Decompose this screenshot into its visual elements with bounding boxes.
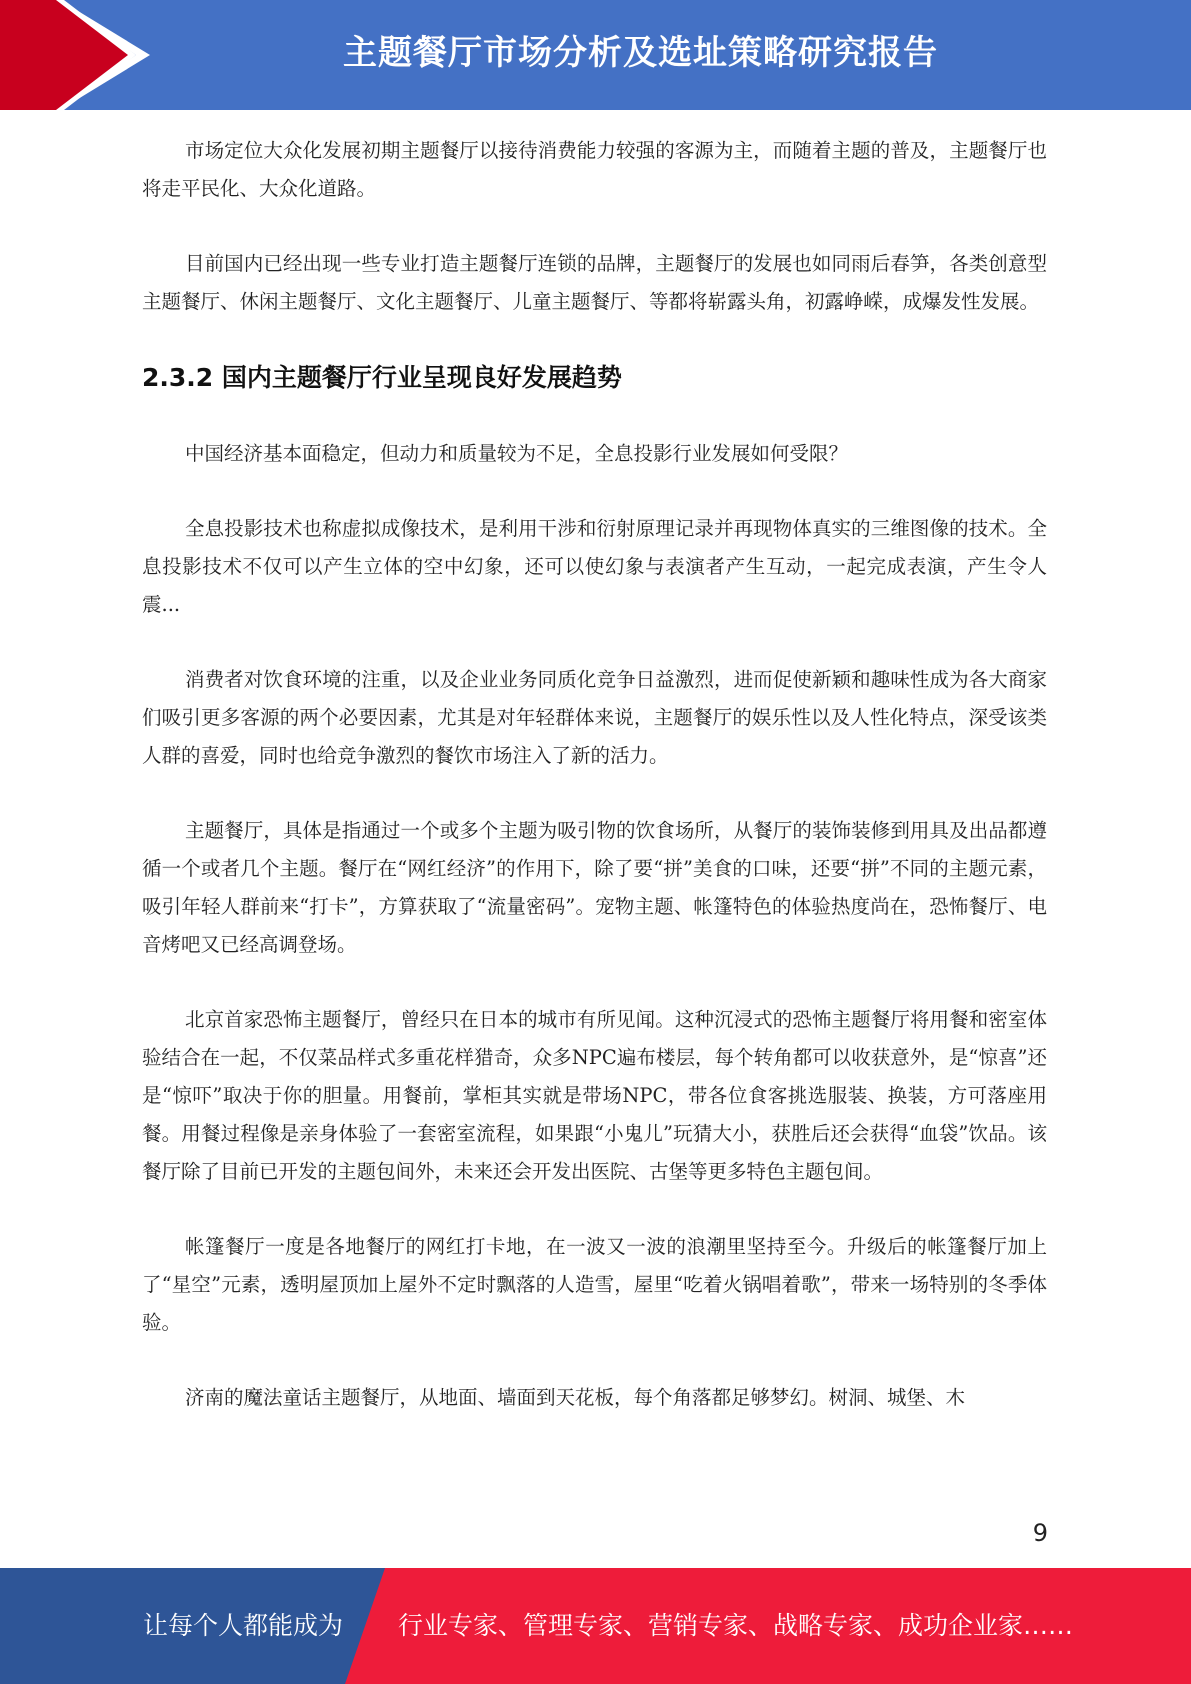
paragraph: 消费者对饮食环境的注重，以及企业业务同质化竞争日益激烈，进而促使新颖和趣味性成为各大商家们吸引更多客源的两个必要因素，尤其是对年轻群体来说，主题餐厅的娱乐性以及人性化特点，深受该类人群的喜爱，同时也给竞争激烈的餐饮市场注入了新的活力。 bbox=[142, 668, 1047, 767]
paragraph: 主题餐厅，具体是指通过一个或多个主题为吸引物的饮食场所，从餐厅的装饰装修到用具及出品都遵循一个或者几个主题。餐厅在“网红经济”的作用下，除了要“拼”美食的口味，还要“拼”不同的主题元素，吸引年轻人群前来“打卡”，方算获取了“流量密码”。宠物主题、帐篷特色的体验热度尚在，恐怖餐厅、电音烤吧又已经高调登场。 bbox=[142, 819, 1047, 956]
section-heading: 2.3.2 国内主题餐厅行业呈现良好发展趋势 bbox=[142, 363, 622, 392]
footer-slogan-left: 让每个人都能成为 bbox=[143, 1611, 344, 1640]
paragraph: 帐篷餐厅一度是各地餐厅的网红打卡地，在一波又一波的浪潮里坚持至今。升级后的帐篷餐厅加上了“星空”元素，透明屋顶加上屋外不定时飘落的人造雪，屋里“吃着火锅唱着歌”，带来一场特别的冬季体验。 bbox=[142, 1235, 1047, 1334]
footer-slogan-right: 行业专家、管理专家、营销专家、战略专家、成功企业家…… bbox=[398, 1611, 1074, 1640]
paragraph: 全息投影技术也称虚拟成像技术，是利用干涉和衍射原理记录并再现物体真实的三维图像的技术。全息投影技术不仅可以产生立体的空中幻象，还可以使幻象与表演者产生互动，一起完成表演，产生令人震... bbox=[142, 517, 1047, 616]
document-body bbox=[142, 132, 1047, 1454]
paragraph: 北京首家恐怖主题餐厅，曾经只在日本的城市有所见闻。这种沉浸式的恐怖主题餐厅将用餐和密室体验结合在一起，不仅菜品样式多重花样猎奇，众多NPC遍布楼层，每个转角都可以收获意外，是“惊喜”还是“惊吓”取决于你的胆量。用餐前，掌柜其实就是带场NPC，带各位食客挑选服装、换装，方可落座用餐。用餐过程像是亲身体验了一套密室流程，如果跟“小鬼儿”玩猜大小，获胜后还会获得“血袋”饮品。该餐厅除了目前已开发的主题包间外，未来还会开发出医院、古堡等更多特色主题包间。 bbox=[142, 1008, 1047, 1183]
paragraph: 市场定位大众化发展初期主题餐厅以接待消费能力较强的客源为主，而随着主题的普及，主题餐厅也将走平民化、大众化道路。 bbox=[142, 139, 1047, 200]
paragraph: 济南的魔法童话主题餐厅，从地面、墙面到天花板，每个角落都足够梦幻。树洞、城堡、木 bbox=[185, 1386, 966, 1409]
paragraph: 中国经济基本面稳定，但动力和质量较为不足，全息投影行业发展如何受限？ bbox=[185, 442, 849, 465]
page-footer bbox=[0, 1568, 1191, 1684]
page-number: 9 bbox=[1032, 1519, 1048, 1547]
page-header bbox=[0, 0, 1191, 110]
report-title: 主题餐厅市场分析及选址策略研究报告 bbox=[343, 33, 938, 73]
paragraph: 目前国内已经出现一些专业打造主题餐厅连锁的品牌，主题餐厅的发展也如同雨后春笋，各类创意型主题餐厅、休闲主题餐厅、文化主题餐厅、儿童主题餐厅、等都将崭露头角，初露峥嵘，成爆发性发展。 bbox=[142, 252, 1047, 313]
